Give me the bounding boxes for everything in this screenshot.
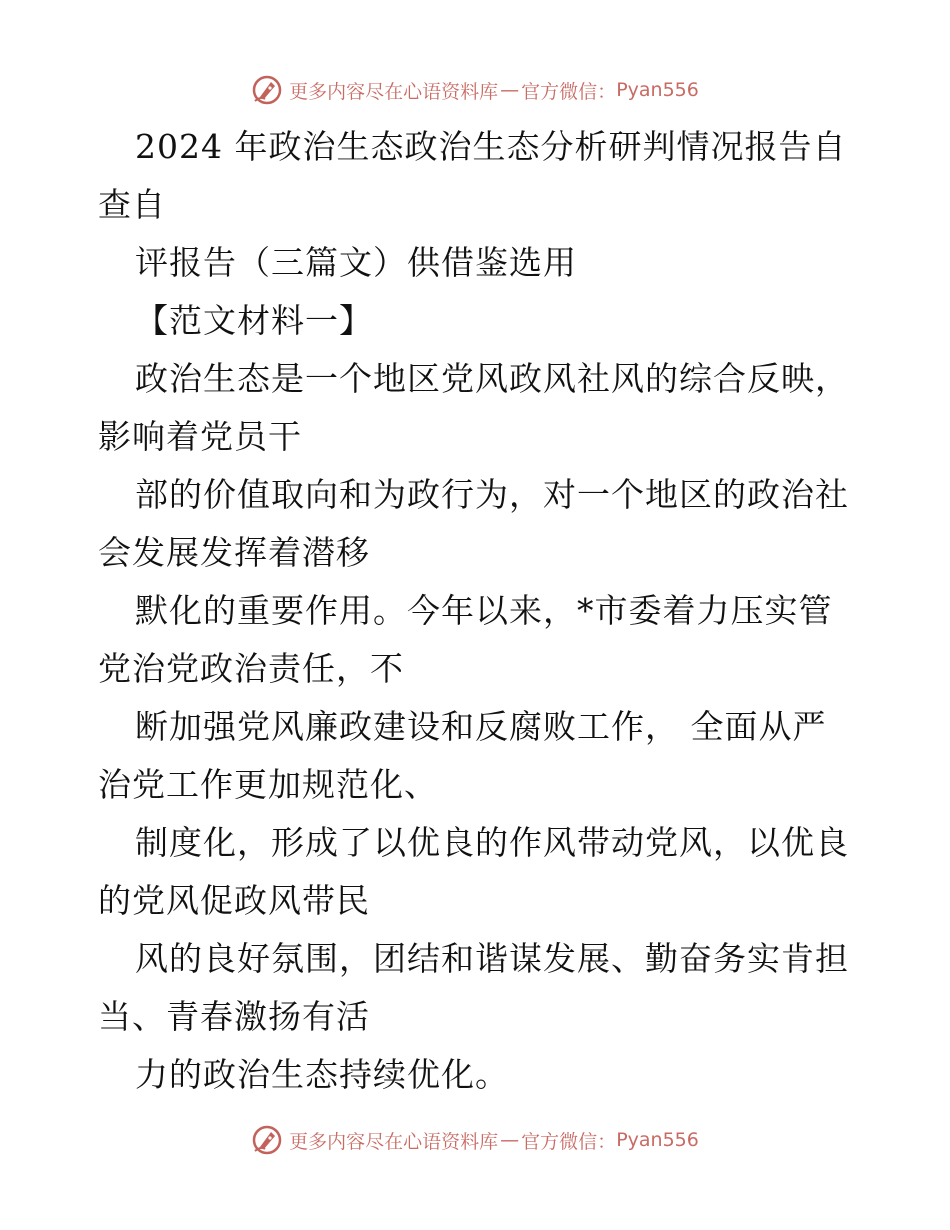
paragraph-line: 治党工作更加规范化、: [98, 765, 438, 804]
document-body: [98, 118, 858, 1104]
paragraph-line: 的党风促政风带民: [98, 881, 370, 920]
paragraph-line: 断加强党风廉政建设和反腐败工作， 全面从严: [135, 707, 827, 746]
paragraph-line: 政治生态是一个地区党风政风社风的综合反映，: [135, 359, 849, 398]
section-heading: 【范文材料一】: [135, 301, 373, 340]
watermark-dash: —: [500, 1129, 520, 1151]
watermark-dash: —: [500, 79, 520, 101]
paragraph-line: 当、青春激扬有活: [98, 997, 370, 1036]
paragraph-line: 风的良好氛围，团结和谐谋发展、勤奋务实肯担: [135, 939, 849, 978]
paragraph-line: 默化的重要作用。今年以来，*市委着力压实管: [135, 591, 833, 630]
watermark-wechat-id: Pyan556: [616, 79, 699, 101]
paragraph-line: 党治党政治责任，不: [98, 649, 404, 688]
pen-nib-logo-icon: [251, 1124, 283, 1156]
pen-nib-logo-icon: [251, 74, 283, 106]
paragraph-line: 力的政治生态持续优化。: [135, 1055, 509, 1094]
watermark-wechat-label: 官方微信：: [521, 1130, 617, 1153]
paragraph-line: 制度化，形成了以优良的作风带动党风，以优良: [135, 823, 849, 862]
paragraph-line: 会发展发挥着潜移: [98, 533, 370, 572]
watermark-site-text: 更多内容尽在心语资料库: [289, 80, 499, 103]
watermark-wechat-id: Pyan556: [616, 1129, 699, 1151]
header-watermark: [0, 70, 950, 110]
title-line-1: 2024 年政治生态政治生态分析研判情况报告自: [135, 127, 847, 166]
paragraph-line: 部的价值取向和为政行为，对一个地区的政治社: [135, 475, 849, 514]
watermark-site-text: 更多内容尽在心语资料库: [289, 1130, 499, 1153]
title-line-3: 评报告（三篇文）供借鉴选用: [135, 243, 577, 282]
footer-watermark: [0, 1120, 950, 1160]
paragraph-line: 影响着党员干: [98, 417, 302, 456]
watermark-wechat-label: 官方微信：: [521, 80, 617, 103]
title-line-2: 查自: [98, 185, 166, 224]
